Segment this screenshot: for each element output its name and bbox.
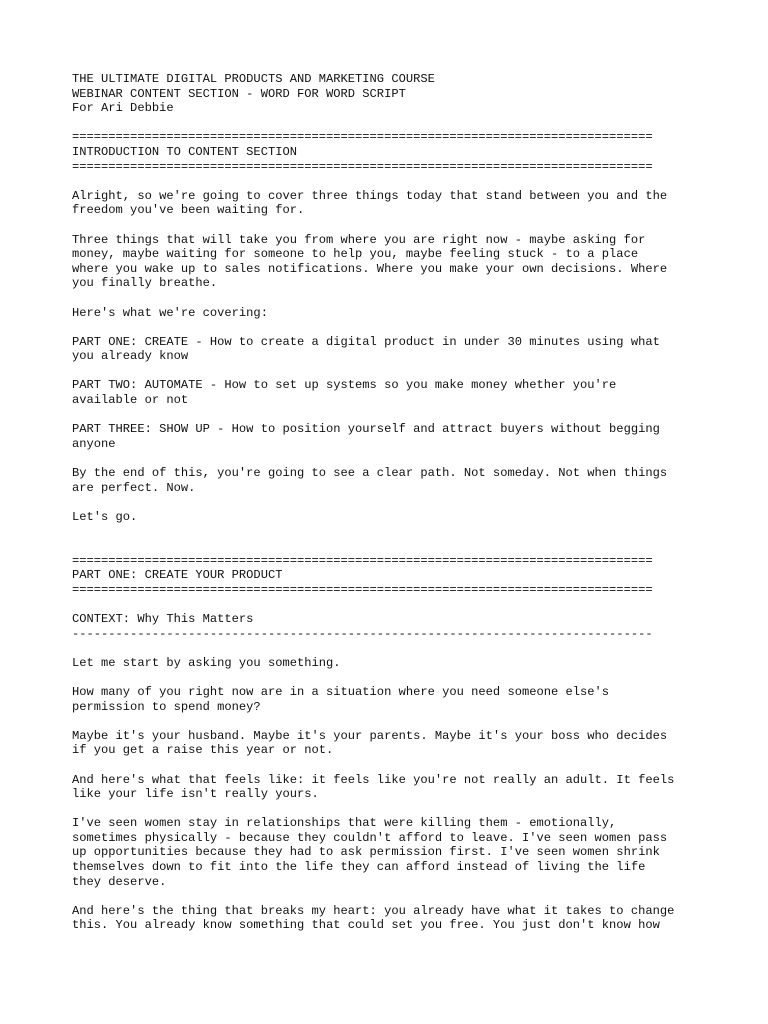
section-heading-part-one: PART ONE: CREATE YOUR PRODUCT (72, 568, 283, 583)
intro-part-two-summary: PART TWO: AUTOMATE - How to set up systems so you make money whether you're available or not (72, 378, 617, 408)
part-one-paragraph-3: Maybe it's your husband. Maybe it's your parents. Maybe it's your boss who decides if you get a raise this year or not. (72, 728, 668, 758)
part-one-paragraph-6: And here's the thing that breaks my heart: you already have what it takes to change this. You already know something that could set you free. You just don't know how (72, 903, 675, 933)
part-one-paragraph-5: I've seen women stay in relationships that were killing them - emotionally, sometimes physically - because they couldn't afford to leave. I've seen women pass up opportunities because they had to ask permission first. I've seen women shrink themselves down to fit into the life they can afford instead of living the life they deserve. (72, 816, 668, 889)
double-rule: ================================================================================ (72, 553, 653, 568)
intro-paragraph-3: Here's what we're covering: (72, 305, 268, 320)
intro-paragraph-8: Let's go. (72, 509, 138, 524)
section-heading-intro: INTRODUCTION TO CONTENT SECTION (72, 144, 297, 159)
part-one-paragraph-2: How many of you right now are in a situation where you need someone else's permission to spend money? (72, 684, 610, 714)
intro-part-three-summary: PART THREE: SHOW UP - How to position yourself and attract buyers without begging anyone (72, 422, 660, 451)
part-one-paragraph-1: Let me start by asking you something. (72, 655, 341, 670)
intro-paragraph-7: By the end of this, you're going to see a clear path. Not someday. Not when things are perfect. Now. (72, 466, 668, 495)
document-page (72, 72, 712, 933)
single-rule: -------------------------------------------------------------------------------- (72, 626, 653, 641)
document-author: For Ari Debbie (72, 101, 174, 116)
intro-paragraph-1: Alright, so we're going to cover three things today that stand between you and the freedom you've been waiting for. (72, 188, 668, 218)
double-rule: ================================================================================ (72, 159, 653, 174)
part-one-paragraph-4: And here's what that feels like: it feels like you're not really an adult. It feels like your life isn't really yours. (72, 772, 675, 802)
intro-part-one-summary: PART ONE: CREATE - How to create a digital product in under 30 minutes using what you already know (72, 334, 660, 364)
double-rule: ================================================================================ (72, 582, 653, 597)
subsection-heading-context: CONTEXT: Why This Matters (72, 611, 254, 626)
document-subtitle: WEBINAR CONTENT SECTION - WORD FOR WORD SCRIPT (72, 86, 406, 101)
double-rule: ================================================================================ (72, 130, 653, 145)
intro-paragraph-2: Three things that will take you from where you are right now - maybe asking for money, maybe waiting for someone to help you, maybe feeling stuck - to a place where you wake up to sales notifications. Where you make your own decisions. Where you finally breathe. (72, 232, 668, 291)
document-title: THE ULTIMATE DIGITAL PRODUCTS AND MARKETING COURSE (72, 72, 435, 86)
